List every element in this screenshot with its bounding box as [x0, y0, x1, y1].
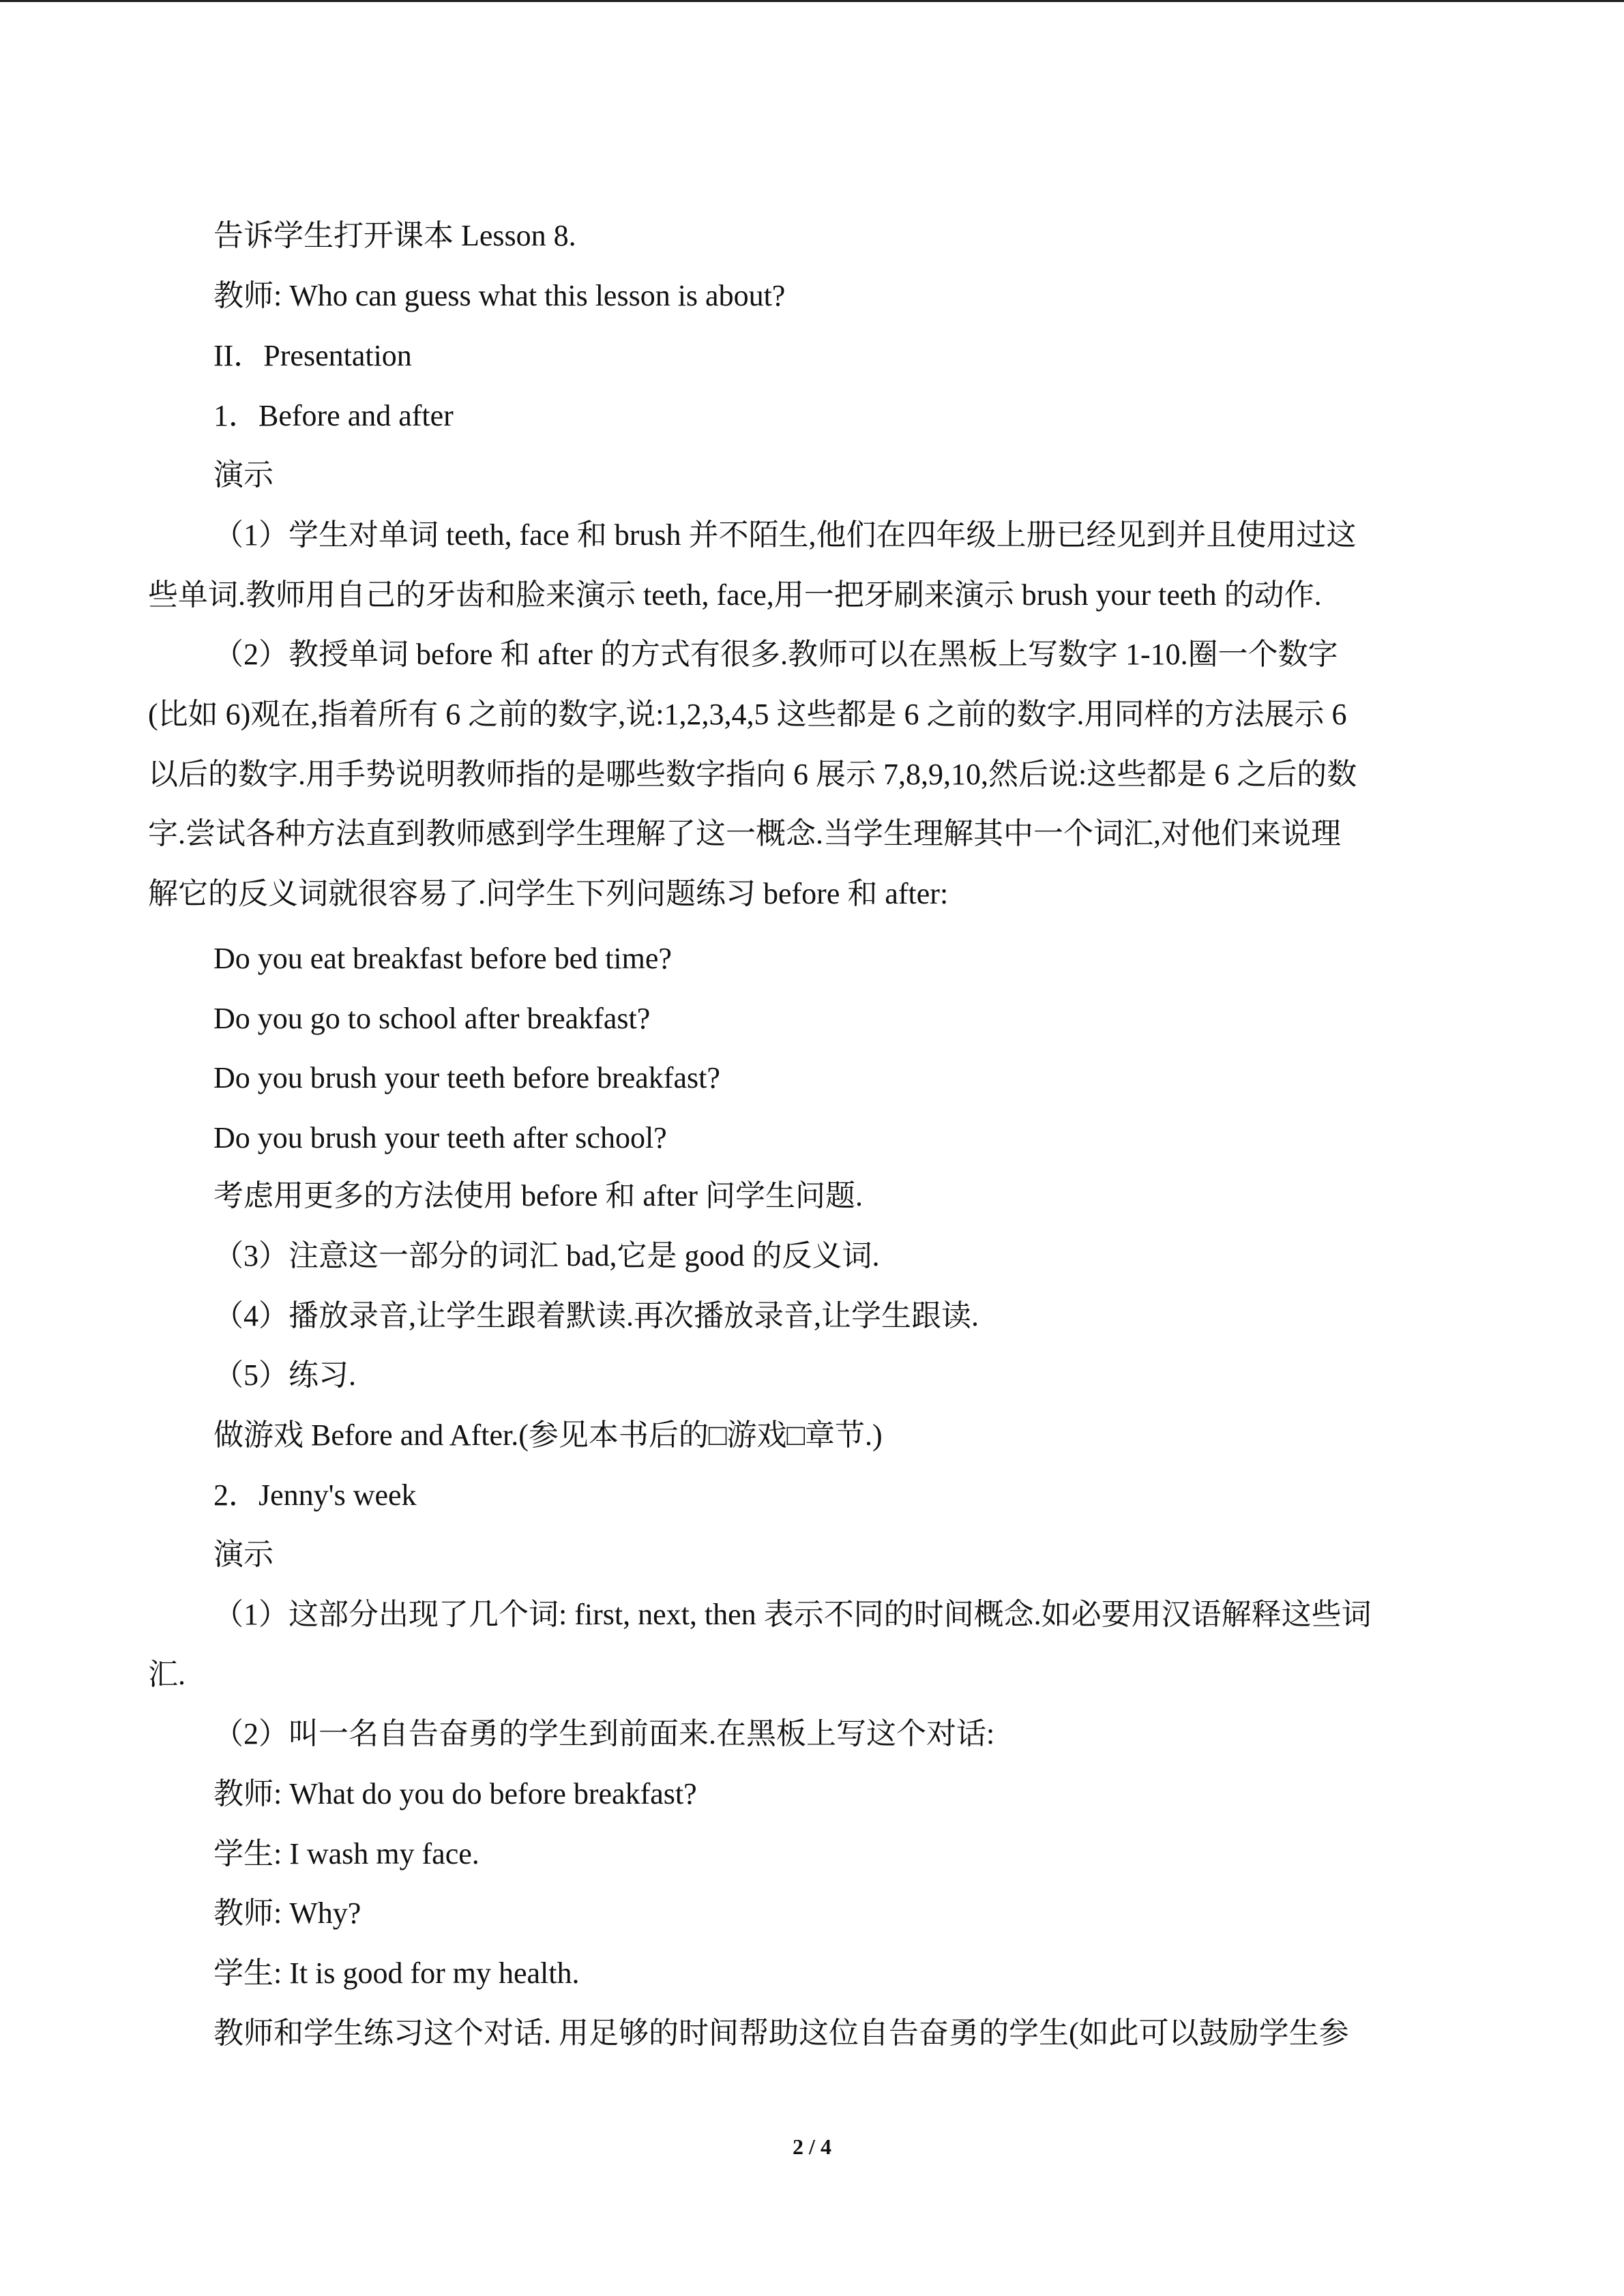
text-line: 教师: Who can guess what this lesson is about?: [213, 279, 786, 312]
text-line: 演示: [213, 1538, 274, 1571]
page-number: 2 / 4: [793, 2134, 831, 2159]
dialogue-line: 教师: Why?: [213, 1896, 361, 1930]
text-line: （4）播放录音,让学生跟着默读.再次播放录音,让学生跟读.: [213, 1299, 979, 1332]
text-line: 些单词.教师用自己的牙齿和脸来演示 teeth, face,用一把牙刷来演示 brush your teeth 的动作.: [148, 578, 1322, 612]
question-line: Do you brush your teeth before breakfast?: [213, 1061, 720, 1094]
text-line: (比如 6)观在,指着所有 6 之前的数字,说:1,2,3,4,5 这些都是 6 之前的数字.用同样的方法展示 6: [148, 698, 1347, 731]
question-line: Do you brush your teeth after school?: [213, 1121, 667, 1154]
text-line: （2）教授单词 before 和 after 的方式有很多.教师可以在黑板上写数字 1-10.圈一个数字: [213, 638, 1338, 671]
text-line: 以后的数字.用手势说明教师指的是哪些数字指向 6 展示 7,8,9,10,然后说:这些都是 6 之后的数: [148, 758, 1357, 791]
text-line: 告诉学生打开课本 Lesson 8.: [213, 219, 576, 252]
text-line: 做游戏 Before and After.(参见本书后的□游戏□章节.): [213, 1418, 883, 1452]
question-line: Do you eat breakfast before bed time?: [213, 942, 672, 975]
subsection-heading: 1．Before and after: [213, 399, 454, 432]
section-heading: II．Presentation: [213, 339, 412, 372]
text-line: （2）叫一名自告奋勇的学生到前面来.在黑板上写这个对话:: [213, 1717, 995, 1750]
text-line: （1）学生对单词 teeth, face 和 brush 并不陌生,他们在四年级上册已经见到并且使用过这: [213, 518, 1357, 552]
text-line: 考虑用更多的方法使用 before 和 after 问学生问题.: [213, 1179, 863, 1212]
text-line: （5）练习.: [213, 1358, 356, 1392]
text-line: 演示: [213, 458, 274, 492]
dialogue-line: 学生: It is good for my health.: [213, 1956, 580, 1990]
dialogue-line: 学生: I wash my face.: [213, 1837, 479, 1870]
text-line: 教师和学生练习这个对话. 用足够的时间帮助这位自告奋勇的学生(如此可以鼓励学生参: [213, 2016, 1349, 2050]
text-line: 字.尝试各种方法直到教师感到学生理解了这一概念.当学生理解其中一个词汇,对他们来说理: [148, 817, 1341, 850]
dialogue-line: 教师: What do you do before breakfast?: [213, 1777, 697, 1810]
text-line: 解它的反义词就很容易了.问学生下列问题练习 before 和 after:: [148, 877, 949, 910]
text-line: 汇.: [148, 1658, 186, 1691]
subsection-heading: 2．Jenny's week: [213, 1478, 417, 1512]
text-line: （1）这部分出现了几个词: first, next, then 表示不同的时间概念.如必要用汉语解释这些词: [213, 1598, 1372, 1631]
text-line: （3）注意这一部分的词汇 bad,它是 good 的反义词.: [213, 1239, 880, 1272]
question-line: Do you go to school after breakfast?: [213, 1002, 651, 1035]
